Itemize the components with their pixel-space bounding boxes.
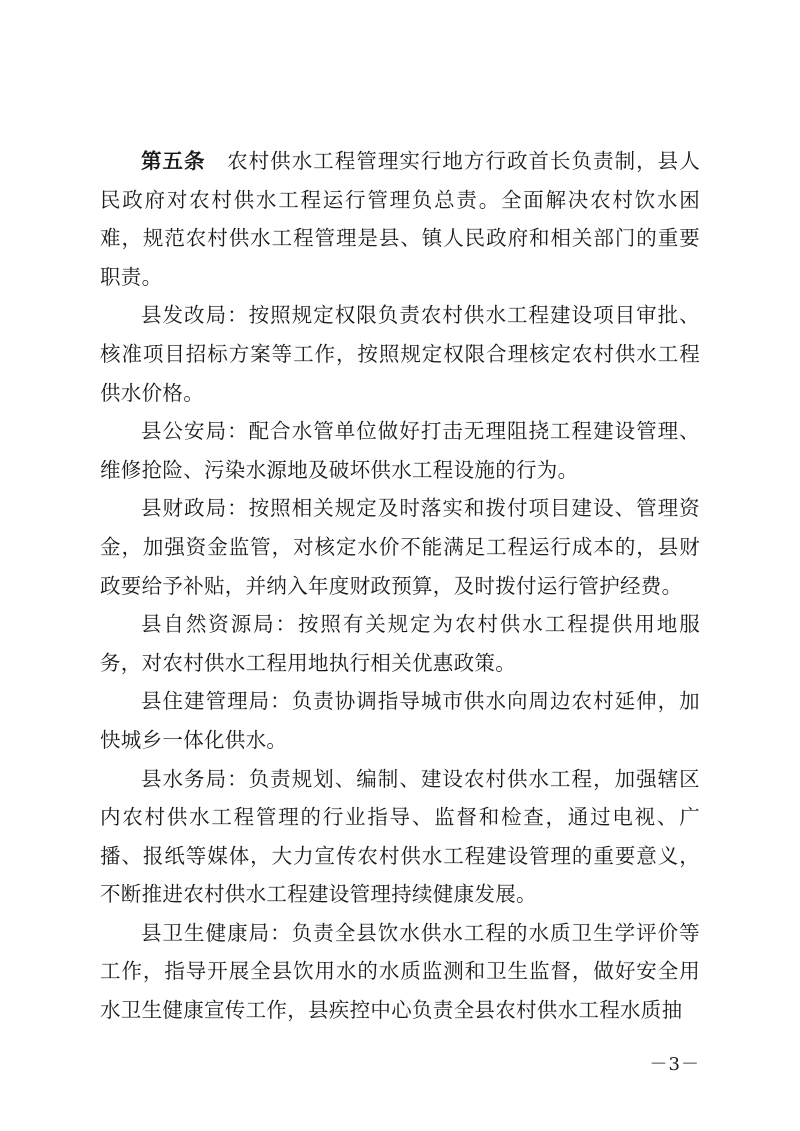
paragraph-development-reform: 县发改局：按照规定权限负责农村供水工程建设项目审批、核准项目招标方案等工作，按照规定权限合理核定农村供水工程供水价格。 [100, 303, 700, 405]
paragraph-health: 县卫生健康局：负责全县饮水供水工程的水质卫生学评价等工作，指导开展全县饮用水的水质监测和卫生监督，做好安全用水卫生健康宣传工作，县疾控中心负责全县农村供水工程水质抽 [100, 920, 700, 1023]
paragraph-finance: 县财政局：按照相关规定及时落实和拨付项目建设、管理资金，加强资金监管，对核定水价不能满足工程运行成本的，县财政要给予补贴，并纳入年度财政预算，及时拨付运行管护经费。 [100, 496, 700, 598]
article-lead: 第五条 [141, 149, 206, 173]
article-paragraph [100, 142, 700, 296]
article-text: 农村供水工程管理实行地方行政首长负责制，县人民政府对农村供水工程运行管理负总责。全面解决农村饮水困难，规范农村供水工程管理是县、镇人民政府和相关部门的重要职责。 [100, 149, 700, 289]
paragraph-natural-resources: 县自然资源局：按照有关规定为农村供水工程提供用地服务，对农村供水工程用地执行相关优惠政策。 [100, 612, 700, 675]
body-text [100, 142, 700, 1030]
paragraph-public-security: 县公安局：配合水管单位做好打击无理阻挠工程建设管理、维修抢险、污染水源地及破坏供水工程设施的行为。 [100, 419, 700, 482]
paragraph-housing-construction: 县住建管理局：负责协调指导城市供水向周边农村延伸，加快城乡一体化供水。 [100, 689, 700, 752]
page-number: －3－ [649, 1054, 700, 1075]
paragraph-water-affairs: 县水务局：负责规划、编制、建设农村供水工程，加强辖区内农村供水工程管理的行业指导、监督和检查，通过电视、广播、报纸等媒体，大力宣传农村供水工程建设管理的重要意义，不断推进农村供水工程建设管理持续健康发展。 [100, 766, 700, 907]
